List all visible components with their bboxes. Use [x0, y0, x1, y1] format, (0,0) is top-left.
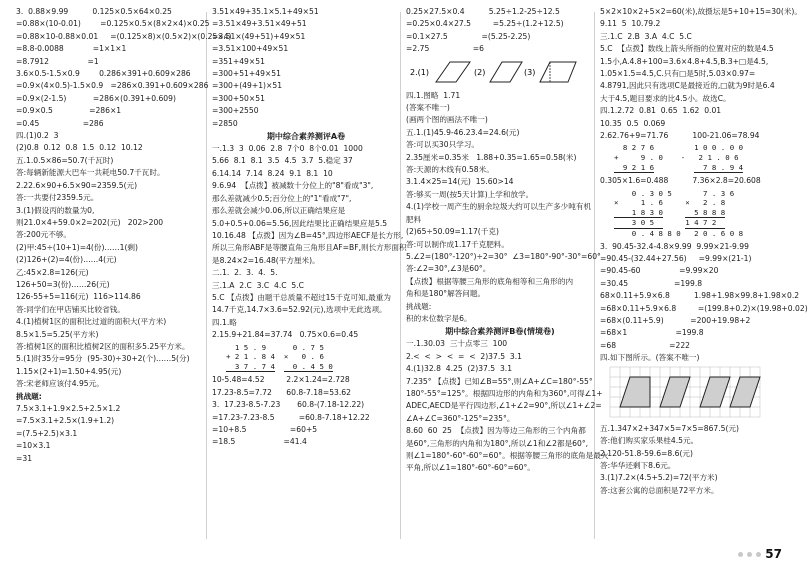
answer-line: 答:同学们在甲店铺买比较省钱。 [16, 304, 125, 314]
answer-line: =68×0.11+5.9×6.8 =(199.8+0.2)×(19.98+0.02) [600, 303, 808, 313]
answer-line: 5×2×10×2+5×2=60(米),故摄坛是5+10+15=30(米)。 [600, 7, 802, 16]
answer-line: =68 =222 [600, 340, 690, 350]
answer-line: =30.45 =199.8 [600, 278, 703, 288]
answer-line: 9.6.94 【点拨】被减数十分位上的"8"看成"3", [212, 181, 374, 191]
answer-line: =300+51+49×51 [212, 69, 281, 79]
answer-line: 答:华华还剩下8.6元。 [600, 460, 676, 470]
answer-line: 180°-55°=125°。根据四边形的内角和为360°,可得∠1+ [406, 388, 603, 398]
answer-line: =2.75 =6 [406, 44, 484, 54]
answer-line: 是60°,三角形的内角和为180°,所以∠1和∠2都是60°, [406, 438, 589, 448]
answer-line: 10.35 0.5 0.069 [600, 118, 666, 128]
answer-line: 二.1. 2. 3. 4. 5. [212, 268, 278, 278]
answer-line: 5.66 8.1 8.1 3.5 4.5 3.7 5.稳定 37 [212, 156, 353, 166]
answer-line: =0.88×(10-0.01) =0.125×0.5×(8×2×4)×0.25 [16, 19, 210, 29]
answer-line: 3.(1)假设丙的数量为0, [16, 205, 95, 215]
answer-line: ADEC,AECD是平行四边形,∠1+∠2=90°,所以∠1+∠2= [406, 401, 602, 411]
column-3 [406, 6, 609, 546]
answer-line: 0.25×27.5×0.4 5.25÷1.2-25÷12.5 [406, 7, 560, 16]
answer-line: =7.5×3.1+2.5×(1.9+1.2) [16, 416, 115, 426]
answer-line: 3.51×49+35.1×5.1+49×51 [212, 7, 319, 16]
answer-line: 答:200元不够。 [16, 230, 72, 240]
answer-line: 2.< < > < = < 2)37.5 3.1 [406, 351, 522, 361]
answer-line: =90.45-60 =9.99×20 [600, 266, 719, 276]
answer-line: 答:这套公寓的总面积是72平方米。 [600, 485, 719, 495]
answer-line: =90.45-(32.44+27.56) =9.99×(21-1) [600, 254, 752, 264]
answer-line: =17.23-7.23-8.5 =60.8-7.18+12.22 [212, 412, 370, 422]
vertical-calculation: 1 5 . 9 0 . 7 5 + 2 1 . 8 4 × 0 . 6 3 7 . 7 4 0 . 4 5 0 [226, 342, 333, 371]
answer-line: (画两个图的画法不唯一) [406, 115, 488, 125]
answer-line: 17.23-8.5=7.72 60.8-7.18=53.62 [212, 387, 351, 397]
answer-line: 1.05×1.5=4.5,C.只有□是5时,5.03×0.97= [600, 69, 756, 79]
answer-line: 2.15.9+21.84=37.74 0.75×0.6=0.45 [212, 330, 359, 340]
answer-line: 9.11 5 10.79.2 [600, 19, 661, 29]
answer-line: 0.305×1.6=0.488 7.36×2.8=20.608 [600, 176, 761, 186]
answer-line: 5.0+0.5+0.06=5.56,因此结果比正确结果应是5.5 [212, 218, 388, 228]
answer-line: =10+8.5 =60+5 [212, 424, 318, 434]
answer-line: =8.8-0.0088 =1×1×1 [16, 44, 127, 54]
answer-line: 4.8791,因此只有选项C是最接近的,□就为9时是6.4 [600, 81, 775, 91]
answer-line: 平角,所以∠1=180°-60°-60°=60°。 [406, 463, 535, 473]
answer-line: 答:∠2=30°,∠3是60°。 [406, 264, 491, 274]
answer-line: 7.235° 【点拨】已知∠B=55°,则∠A+∠C=180°-55° [406, 376, 593, 386]
answer-line: 所以三角形ABF是等腰直角三角形且AF=BF,则长方形面积 [212, 243, 407, 253]
answer-line: =3.51×100+49×51 [212, 44, 289, 54]
column-2 [212, 6, 407, 546]
answer-line: 答:植树1区的面积比植树2区的面积多5.25平方米。 [16, 341, 190, 351]
svg-text:(2): (2) [474, 67, 486, 77]
answer-line: 1.5小,A.4.8+100=3.6×4.8+4.5,B.3+□是4.5, [600, 56, 769, 66]
answer-line: 四.如下图所示。(答案不唯一) [600, 353, 700, 363]
decorative-dots-icon [738, 552, 761, 557]
column-4 [600, 6, 808, 546]
answer-line: 8.5×1.5=5.25(平方米) [16, 329, 99, 339]
answer-line: 2.22.6×90+6.5×90=2359.5(元) [16, 180, 138, 190]
answer-line: =31 [16, 453, 33, 463]
answer-line: 是8.24×2=16.48(平方厘米)。 [212, 255, 320, 265]
answer-line: 答:他们购买家乐果桂4.5元。 [600, 436, 699, 446]
answer-line: =10×3.1 [16, 441, 51, 451]
answer-line: 3. 17.23-8.5-7.23 60.8-(7.18-12.22) [212, 400, 365, 410]
answer-line: 126+50=3(份)……26(元) [16, 279, 110, 289]
answer-line: =0.25×0.4×27.5 =5.25÷(1.2+12.5) [406, 19, 564, 29]
answer-line: 答:一共要付2359.5元。 [16, 193, 99, 203]
answer-line: (2)甲:45÷(10+1)=4(份)……1(剩) [16, 242, 138, 252]
answer-line: 五.1.0.5×86=50.7(千瓦时) [16, 155, 114, 165]
answer-line: =3.51×49+3.51×49+51 [212, 19, 307, 29]
answer-line: (2)126+(2)=4(份)……4(元) [16, 255, 117, 265]
answer-line: 126-55+5=116(元) 116>114.86 [16, 292, 141, 302]
answer-line: 2.62.76+9=71.76 100-21.06=78.94 [600, 131, 760, 141]
answer-line: 7.5×3.1+1.9×2.5+2.5×1.2 [16, 404, 121, 413]
answer-line: 10-5.48=4.52 2.2×1.24=2.728 [212, 375, 350, 385]
answer-line: =8.7912 =1 [16, 56, 99, 66]
answer-line: 4.(1)32.8 4.25 (2)37.5 3.1 [406, 364, 513, 374]
answer-line: 角和是180°解答问题。 [406, 289, 486, 299]
answer-line: 一.1.3 3 0.06 2.8 7个0 8个0.01 1000 [212, 144, 363, 154]
svg-text:2.(1): 2.(1) [410, 67, 429, 77]
answer-line: =300+2550 [212, 106, 259, 116]
answer-line: 答:够买一周(按5天计算)上学和放学。 [406, 189, 534, 199]
answer-line: 四.(1)0.2 3 [16, 131, 59, 141]
answer-line: 4.(1)植树1区的面积比过道的面积大(平方米) [16, 317, 167, 327]
answer-line: 3. 0.88×9.99 0.125×0.5×64×0.25 [16, 7, 172, 16]
answer-line: 那么差就减少0.5;百分位上的"1"看成"7", [212, 193, 352, 203]
answer-line: 3.6×0.5-1.5×0.9 0.286×391+0.609×286 [16, 69, 191, 79]
answer-line: 1.15×(2+1)=1.50+4.95(元) [16, 366, 122, 376]
answer-line: 则∠1=180°-60°-60°=60°。根据等腰三角形的底角是最大 [406, 451, 609, 460]
answer-line: =0.9×0.5 =286×1 [16, 106, 122, 116]
answer-line: =0.88×10-0.88×0.01 =(0.125×8)×(0.5×2)×(0.25×4) [16, 31, 232, 41]
answer-line: =0.9×(4×0.5)-1.5×0.9 =286×0.391+0.609×286 [16, 81, 209, 91]
answer-line: 5.C 【点拨】数线上箭头所指的位置对应的数是4.5 [600, 44, 774, 54]
answer-line: 3. 90.45-32.4-4.8×9.99 9.99×21-9.99 [600, 241, 749, 251]
answer-line: =18.5 =41.4 [212, 437, 307, 447]
answer-line: ∠A+∠C=360°-125°=235°。 [406, 413, 515, 423]
answer-line: 14.7千克,14.7×3.6=52.92(元),选项中无此选项。 [212, 305, 387, 315]
answer-line: 答:宋老师应该付4.95元。 [16, 379, 104, 389]
svg-text:(3): (3) [524, 67, 536, 77]
answer-line: =0.9×(2-1.5) =286×(0.391+0.609) [16, 93, 176, 103]
answer-line: 答:可以买30只学习。 [406, 140, 479, 150]
answer-line: 6.14.14 7.14 8.24 9.1 8.1 10 [212, 168, 333, 178]
page-number: 57 [765, 547, 782, 561]
page-footer [738, 547, 782, 561]
answer-line: =300+(49+1)×51 [212, 81, 283, 91]
answer-line: 【点拨】根据等腰三角形的底角相等和三角形的内 [406, 276, 574, 286]
answer-line: 四.1.图略 1.71 [406, 90, 461, 100]
answer-line: 五.1.347×2+347×5=7×5=867.5(元) [600, 423, 740, 433]
answer-line: 积的末位数字是6。 [406, 313, 472, 323]
answer-line: =300+50×51 [212, 93, 265, 103]
answer-line: 三.1.C 2.B 3.A 4.C 5.C [600, 31, 692, 41]
section-title: 期中综合素养测评A卷 [266, 132, 346, 142]
answer-line: (答案不唯一) [406, 103, 450, 113]
section-title: 期中综合素养测评B卷(情境卷) [445, 327, 555, 337]
answer-line: 5.∠2=(180°-120°)÷2=30° ∠3=180°-90°-30°=60° [406, 251, 601, 261]
answer-line: =351+49×51 [212, 56, 265, 66]
answer-line: 四.1.略 [212, 317, 237, 327]
answer-line: 答:可以制作成1.17千克肥料。 [406, 239, 509, 249]
answer-line: 挑战题: [406, 301, 432, 311]
answer-line: 8.60 60 25 【点拨】因为等边三角形的三个内角都 [406, 426, 586, 436]
answer-line: =3.51×(49+51)+49×51 [212, 31, 306, 41]
answer-line: 答:天源的木线有0.58米。 [406, 165, 494, 175]
answer-line: 三.1.A 2.C 3.C 4.C 5.C [212, 280, 304, 290]
answer-line: 五.1.(1)45.9-46.23.4=24.6(元) [406, 127, 520, 137]
answer-line: =2850 [212, 118, 238, 128]
answer-line: (2)0.8 0.12 0.8 1.5 0.12 10.12 [16, 143, 143, 153]
grid-drawing-icon [610, 367, 760, 417]
answer-line: 5.(1)时35分=95分 (95-30)÷30+2(个)……5(分) [16, 354, 190, 364]
shape-answers [410, 58, 594, 86]
answer-line: (2)65÷50.09=1.17(千克) [406, 227, 499, 237]
column-divider [400, 12, 401, 539]
vertical-calculation: 8 2 7 6 1 0 0 . 0 0 + 9 . 0 - 2 1 . 0 6 9 2 1 6 7 8 . 9 4 [614, 143, 744, 172]
answer-line: 一.1.30.03 三十点零三 100 [406, 339, 508, 349]
answer-line: 2.120-51.8-59.6=8.6(元) [600, 448, 693, 458]
answer-line: =0.1×27.5 =(5.25-2.25) [406, 31, 531, 41]
parallelogram-shapes-icon [410, 58, 580, 86]
answer-line: 68×0.11+5.9×6.8 1.98+1.98×99.8+1.98×0.2 [600, 291, 800, 301]
answer-line: 3.1.4×25=14(元) 15.60>14 [406, 177, 514, 187]
answer-line: =68×1 =199.8 [600, 328, 704, 338]
answer-line: =0.45 =286 [16, 118, 104, 128]
section-heading: 挑战题: [16, 391, 42, 401]
answer-line: 四.1.2.72 0.81 0.65 1.62 0.01 [600, 106, 722, 116]
grid-figure [610, 367, 788, 421]
answer-line: 3.(1)7.2×(4.5+5.2)=72(平方米) [600, 473, 718, 483]
answer-line: =(7.5+2.5)×3.1 [16, 428, 78, 438]
answer-line: 10.16.48 【点拨】因为∠B=45°,四边形AECF是长方形, [212, 230, 404, 240]
answer-line: =68×(0.11+5.9) =200+19.98+2 [600, 316, 751, 326]
vertical-calculation: 0 . 3 0 5 7 . 3 6 × 1 . 6 × 2 . 8 1 8 3 0 5 8 8 8 3 0 5 1 4 7 2 0 . 4 8 8 0 2 0 . 6 0 8 [614, 188, 744, 239]
answer-line: 那么差就会减少0.06,所以正确结果应是 [212, 206, 346, 216]
column-divider [206, 12, 207, 539]
answer-line: 4.(1)学校一周产生的厨余垃圾大约可以生产多少吨有机 [406, 202, 592, 212]
answer-line: 则21.0×4+59.0×2=202(元) 202>200 [16, 217, 164, 227]
answer-line: 2.35厘米=0.35米 1.88+0.35=1.65=0.58(米) [406, 152, 577, 162]
answer-line: 肥料 [406, 214, 422, 224]
answer-line: 乙:45×2.8=126(元) [16, 267, 89, 277]
answer-line: 大于4.5,题目要求的比4.5小。故选C。 [600, 93, 731, 103]
answer-line: 答:每辆新能源大巴车一共耗电50.7千瓦时。 [16, 168, 165, 178]
answer-line: 5.C 【点拨】由题干总质量不超过15千克可知,最重为 [212, 292, 391, 302]
